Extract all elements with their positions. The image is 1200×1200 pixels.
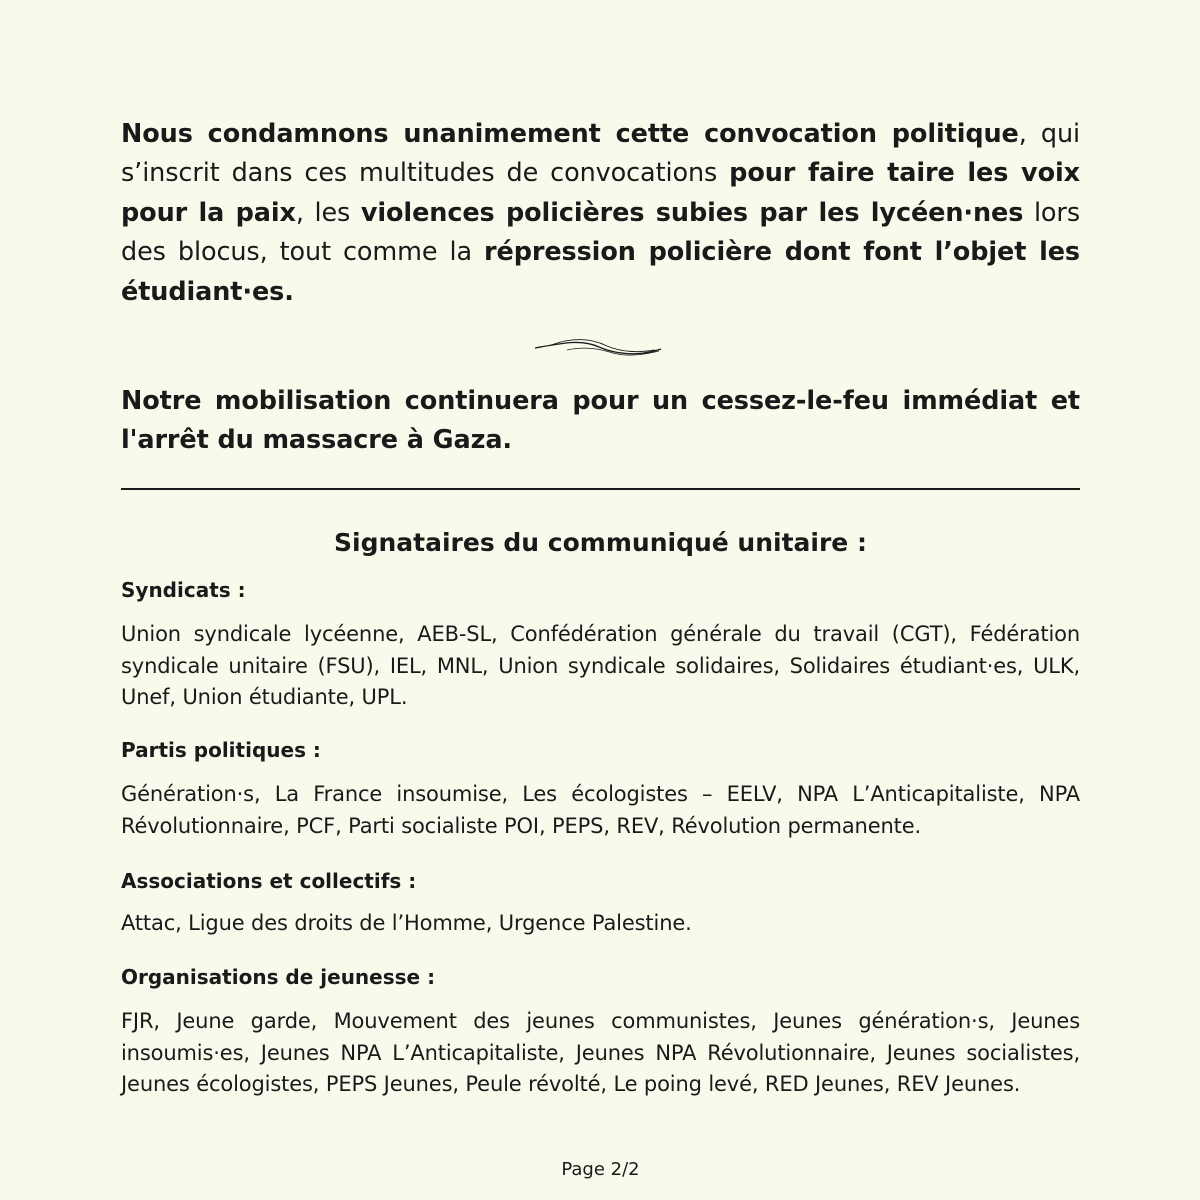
wave-ornament-icon <box>533 333 663 363</box>
section-partis-politiques <box>121 735 1080 842</box>
document-page <box>121 0 1080 1200</box>
section-organisations-jeunesse <box>121 962 1080 1101</box>
intro-bold-2: pour faire taire les voix pour la paix <box>121 158 1080 228</box>
intro-text-3: lors des blocus, tout comme la <box>121 197 1081 268</box>
section-heading: Partis politiques : <box>121 738 321 762</box>
intro-bold-1: Nous condamnons unanimement cette convocation politique <box>121 119 1019 149</box>
section-heading: Syndicats : <box>121 578 246 602</box>
section-text: Génération·s, La France insoumise, Les écologistes – EELV, NPA L’Anticapitaliste, NPA Révolutionnaire, PCF, Parti socialiste POI, PEPS, REV, Révolution permanente. <box>121 782 1080 838</box>
section-heading: Organisations de jeunesse : <box>121 965 436 989</box>
section-heading: Associations et collectifs : <box>121 869 417 893</box>
intro-bold-4: répression policière dont font l’objet les étudiant·es. <box>121 237 1080 307</box>
divider-line <box>121 488 1080 490</box>
intro-paragraph <box>121 115 1080 312</box>
section-syndicats <box>121 575 1080 714</box>
section-text: Union syndicale lycéenne, AEB-SL, Confédération générale du travail (CGT), Fédération syndicale unitaire (FSU), IEL, MNL, Union syndicale solidaires, Solidaires étudiant·es, ULK, Unef, Union étudiante, UPL. <box>121 622 1080 709</box>
page-number: Page 2/2 <box>561 1159 640 1180</box>
intro-text-1: , qui s’inscrit dans ces multitudes de convocations <box>121 119 1080 189</box>
section-text: FJR, Jeune garde, Mouvement des jeunes communistes, Jeunes génération·s, Jeunes insoumis·es, Jeunes NPA L’Anticapitaliste, Jeunes NPA Révolutionnaire, Jeunes socialistes, Jeunes écologistes, PEPS Jeunes, Peule révolté, Le poing levé, RED Jeunes, REV Jeunes. <box>121 1009 1080 1096</box>
signatories-title: Signataires du communiqué unitaire : <box>334 528 867 557</box>
intro-text-2: , les <box>295 197 361 228</box>
closing-statement: Notre mobilisation continuera pour un cessez-le-feu immédiat et l'arrêt du massacre à Gaza. <box>121 386 1080 456</box>
intro-bold-3: violences policières subies par les lycéen·nes <box>360 197 1024 228</box>
section-text: Attac, Ligue des droits de l’Homme, Urgence Palestine. <box>121 911 692 935</box>
section-associations <box>121 866 1080 940</box>
